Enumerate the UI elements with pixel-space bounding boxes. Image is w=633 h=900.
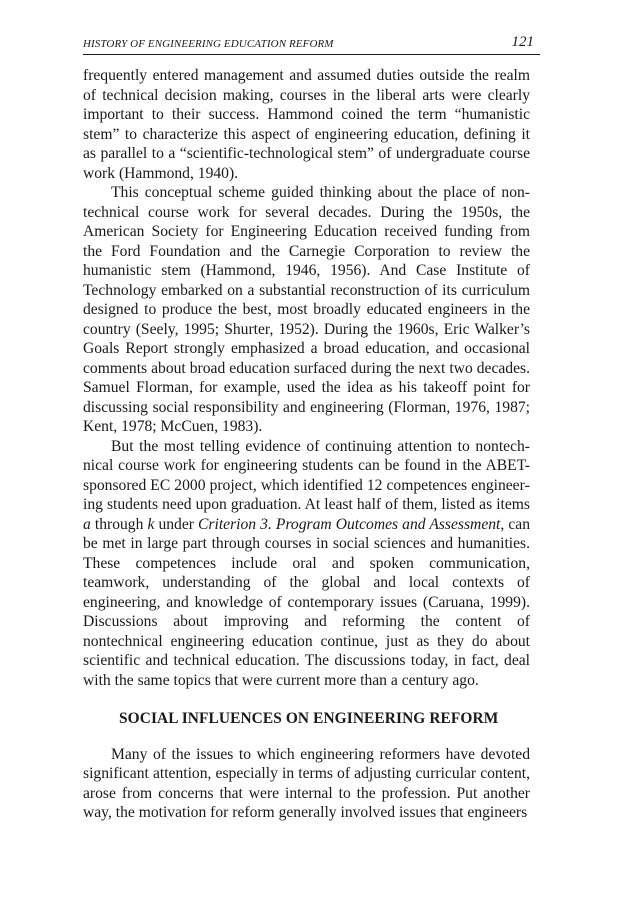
paragraph-3-text-b: through [90,515,148,533]
item-k-italic: k [147,515,155,533]
criterion-title-italic: Criterion 3. Program Outcomes and Assessment [198,515,501,533]
paragraph-2: This conceptual scheme guided thinking about the place of nontechnical course work for several decades. During the 1950s, the American Society for Engineering Education received funding from the Ford Foundation and the Carnegie Corporation to review the humanistic stem (Hammond, 1946, 1956). And Case Institute of Technology embarked on a substantial reconstruction of its curriculum designed to produce the best, most broadly educated engineers in the country (Seely, 1995; Shurter, 1952). During the 1960s, Eric Walker’s Goals Report strongly emphasized a broad education, and occasional comments about broad education surfaced during the next two decades. Samuel Florman, for example, used the idea as his takeoff point for discussing social responsibility and engineering (Florman, 1976, 1987; Kent, 1978; McCuen, 1983). [83,184,530,435]
paragraph-4: Many of the issues to which engineering reformers have devoted significant attention, especially in terms of adjusting curricular content, arose from concerns that were internal to the profession. Put another way, the motivation for reform generally involved issues that engineers [83,745,530,821]
paragraph-1: frequently entered management and assumed duties outside the realm of technical decision making, courses in the liberal arts were clearly important to their success. Hammond coined the term “humanistic stem” to characterize this aspect of engineering education, defining it as parallel to a “scientific-technological stem” of undergraduate course work (Hammond, 1940). [83,67,530,182]
running-header [83,34,540,55]
item-a-italic: a [83,515,91,533]
paragraph-3-text-a: But the most telling evidence of continuing attention to nontechnical course work for engineering students can be found in the ABET-sponsored EC 2000 project, which identified 12 competences engineering students need upon graduation. At least half of them, listed as items [83,437,530,513]
section-heading: SOCIAL INFLUENCES ON ENGINEERING REFORM [119,710,499,727]
running-title: HISTORY OF ENGINEERING EDUCATION REFORM [83,38,334,50]
paragraph-3-text-c: under [154,515,199,533]
paragraph-3 [83,437,530,691]
page-number: 121 [511,34,534,50]
paragraph-3-text-d: , can be met in large part through courses in social sciences and humanities. These competences include oral and spoken communication, teamwork, understanding of the global and local contexts of engineering, and knowledge of contemporary issues (Caruana, 1999). Discussions about improving and reforming the content of nontechnical engineering education continue, just as they do about scientific and technical education. The discussions today, in fact, deal with the same topics that were current more than a century ago. [83,515,530,689]
body-text [83,66,530,823]
